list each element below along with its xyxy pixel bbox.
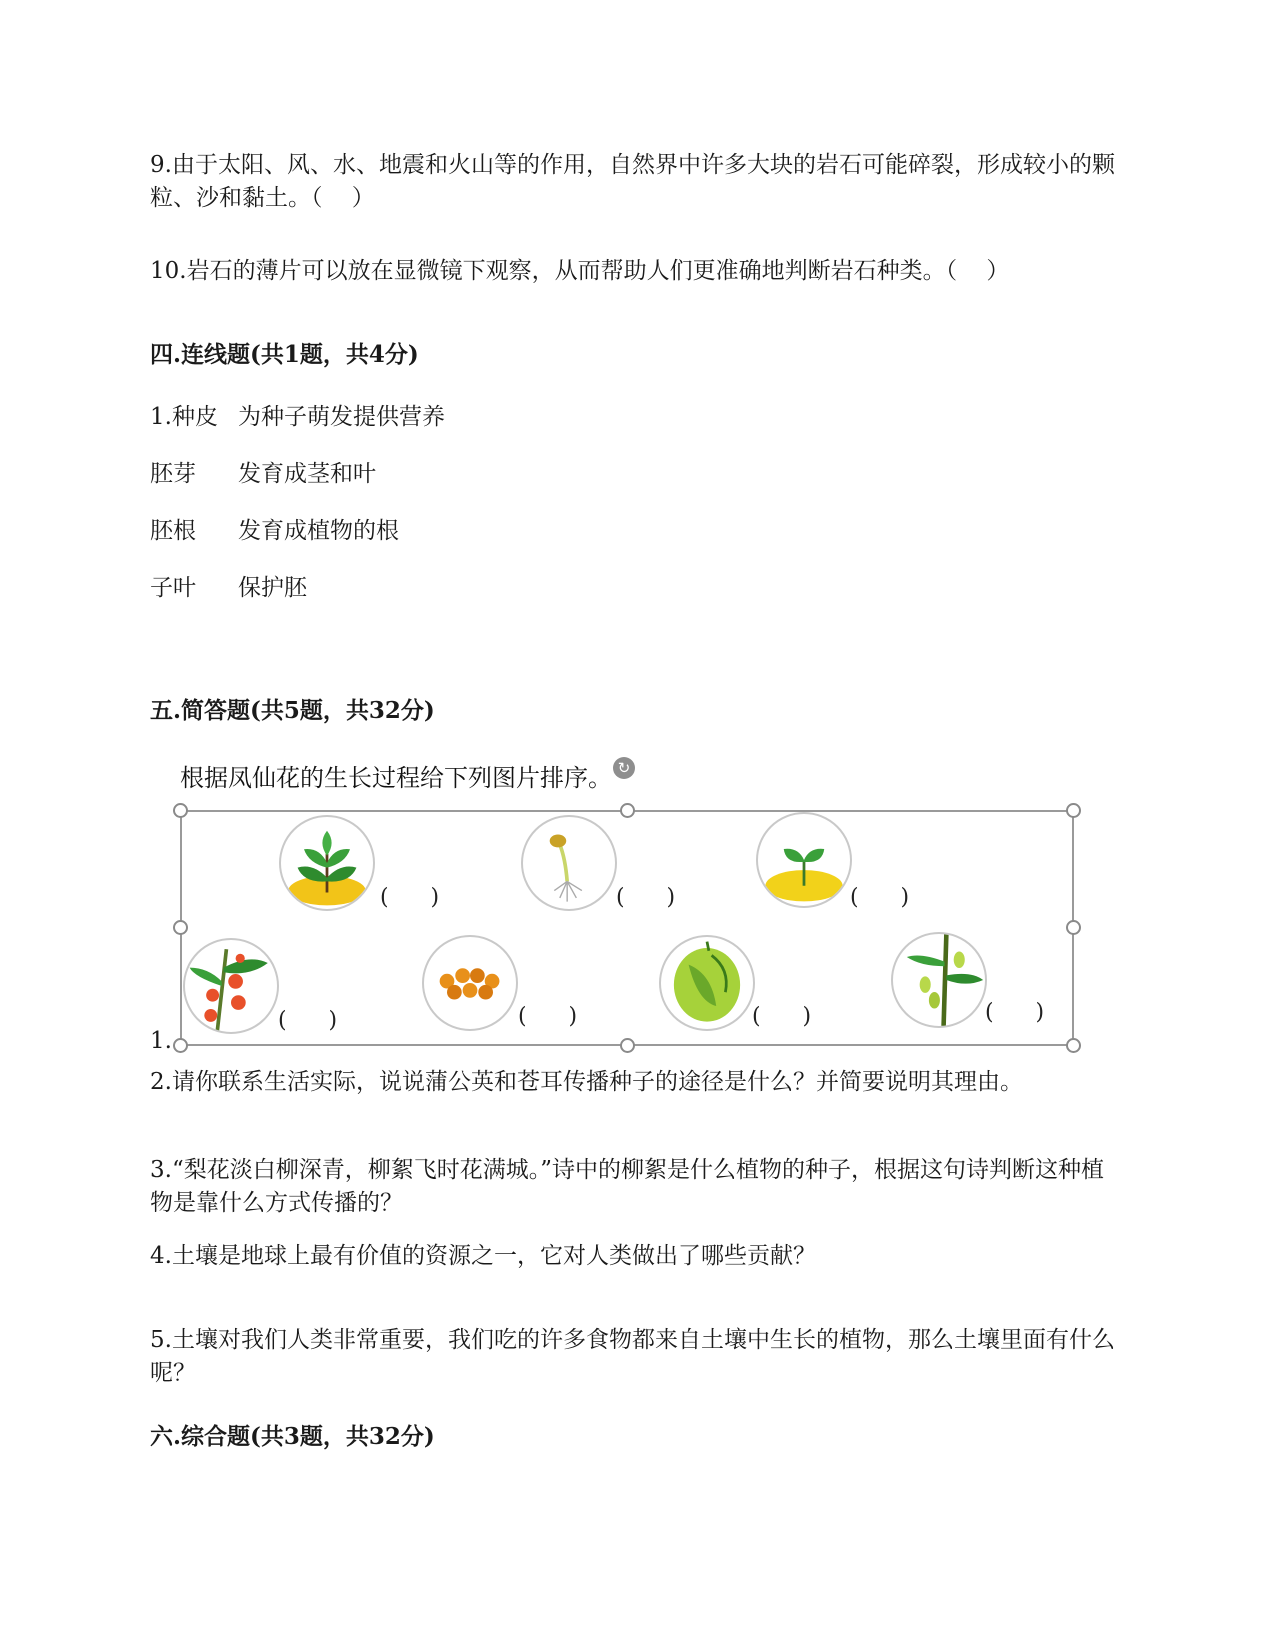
- resize-handle-top-left[interactable]: [173, 803, 188, 818]
- match-right-3: 发育成植物的根: [238, 518, 399, 544]
- match-left-1: 1.种皮: [150, 404, 218, 430]
- question-10: 10.岩石的薄片可以放在显微镜下观察，从而帮助人们更准确地判断岩石种类。（ ）: [150, 258, 1010, 284]
- answer-blank-3[interactable]: ( ): [850, 885, 910, 910]
- germinating-seed-image: [521, 815, 617, 911]
- answer-blank-4[interactable]: ( ): [278, 1008, 338, 1033]
- seedling-with-leaves-image: [279, 815, 375, 911]
- question-2: 2.请你联系生活实际，说说蒲公英和苍耳传播种子的途径是什么？并简要说明其理由。: [150, 1069, 1023, 1095]
- answer-blank-2[interactable]: ( ): [616, 885, 676, 910]
- resize-handle-top[interactable]: [620, 803, 635, 818]
- question-9: 9.由于太阳、风、水、地震和火山等的作用，自然界中许多大块的岩石可能碎裂，形成较小的颗粒、沙和黏土。（ ）: [150, 152, 1115, 211]
- match-right-4: 保护胚: [238, 575, 307, 601]
- answer-blank-6[interactable]: ( ): [752, 1004, 812, 1029]
- question-5: 5.土壤对我们人类非常重要，我们吃的许多食物都来自土壤中生长的植物，那么土壤里面有什么呢？: [150, 1327, 1115, 1386]
- resize-handle-left[interactable]: [173, 920, 188, 935]
- section-heading-comprehensive: 六.综合题(共3题，共32分): [150, 1423, 435, 1450]
- figure-caption: 根据凤仙花的生长过程给下列图片排序。: [180, 764, 612, 792]
- resize-handle-bottom-right[interactable]: [1066, 1038, 1081, 1053]
- rotate-icon[interactable]: ↻: [613, 757, 635, 779]
- match-right-1: 为种子萌发提供营养: [238, 404, 445, 430]
- match-right-2: 发育成茎和叶: [238, 461, 376, 487]
- question-1-number: 1.: [150, 1028, 172, 1054]
- answer-blank-7[interactable]: ( ): [985, 1000, 1045, 1025]
- seeds-image: [422, 935, 518, 1031]
- sprout-image: [756, 812, 852, 908]
- section-heading-matching: 四.连线题(共1题，共4分): [150, 341, 419, 368]
- match-left-2: 胚芽: [150, 461, 196, 487]
- seed-pod-image: [659, 935, 755, 1031]
- resize-handle-top-right[interactable]: [1066, 803, 1081, 818]
- resize-handle-bottom-left[interactable]: [173, 1038, 188, 1053]
- match-left-4: 子叶: [150, 575, 196, 601]
- question-3: 3.“梨花淡白柳深青，柳絮飞时花满城。”诗中的柳絮是什么植物的种子，根据这句诗判断这种植物是靠什么方式传播的？: [150, 1157, 1104, 1216]
- section-heading-short-answer: 五.简答题(共5题，共32分): [150, 697, 435, 724]
- question-4: 4.土壤是地球上最有价值的资源之一，它对人类做出了哪些贡献？: [150, 1243, 816, 1269]
- resize-handle-bottom[interactable]: [620, 1038, 635, 1053]
- flowering-plant-image: [183, 938, 279, 1034]
- answer-blank-5[interactable]: ( ): [518, 1004, 578, 1029]
- resize-handle-right[interactable]: [1066, 920, 1081, 935]
- match-left-3: 胚根: [150, 518, 196, 544]
- answer-blank-1[interactable]: ( ): [380, 885, 440, 910]
- plant-with-pods-image: [891, 932, 987, 1028]
